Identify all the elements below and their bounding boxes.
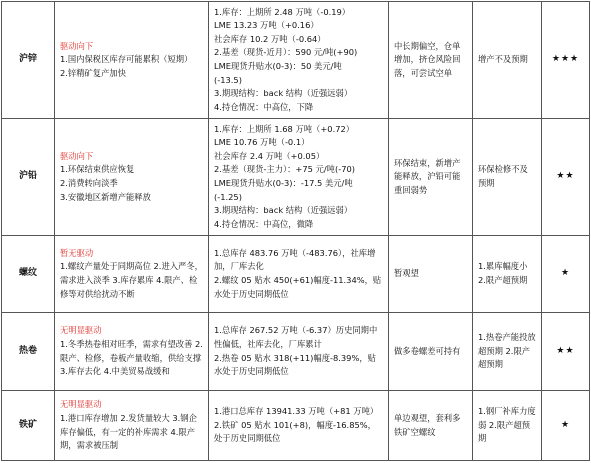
- data-cell: [209, 119, 389, 236]
- logic-line: 2.消费转向淡季: [60, 178, 118, 188]
- rating-stars: ★★: [542, 119, 590, 236]
- driver-label: 无明显驱动: [60, 325, 102, 336]
- risk-cell: 1.累库幅度小 2.限产超预期: [473, 236, 542, 313]
- data-line: 1.库存：上期所 1.68 万吨（+0.72）: [214, 123, 355, 134]
- data-cell: [209, 236, 389, 313]
- table-row: [2, 236, 590, 313]
- data-line: LME 10.76 万吨（-0.1）: [214, 137, 310, 148]
- driver-label: 暂无驱动: [60, 247, 94, 258]
- risk-cell: 环保检修不及预期: [473, 119, 542, 236]
- logic-line: 1.环保结束供应恢复: [60, 164, 135, 175]
- risk-cell: 1.钢厂补库力度弱 2.限产超预期: [473, 391, 542, 461]
- view-cell: 暂观望: [389, 236, 473, 313]
- view-cell: 中长期偏空，仓单增加，挤仓风险回落，可尝试空单: [389, 2, 473, 119]
- data-line: LME 13.23 万吨（+0.16）: [214, 20, 319, 31]
- data-line: 社会库存 10.2 万吨（-0.64）: [214, 33, 326, 44]
- logic-line: 1.港口库存增加 2.发货量较大 3.钢企库存偏低，有一定的补库需求 4.限产期，需求被压制: [60, 412, 197, 451]
- commodity-name: 沪锌: [2, 2, 55, 119]
- rating-stars: ★★: [542, 313, 590, 391]
- data-line: LME现货升贴水(0-3)：50 美元/吨: [214, 61, 342, 71]
- data-line: 1.港口总库存 13941.33 万吨（+81 万吨）: [214, 406, 379, 417]
- data-cell: [209, 313, 389, 391]
- logic-cell: [55, 313, 209, 391]
- driver-label: 驱动向下: [60, 150, 94, 161]
- data-line: 4.持仓情况：中高位，微降: [214, 218, 314, 229]
- data-line: 社会库存 2.4 万吨（+0.05）: [214, 150, 325, 161]
- data-line: 4.持仓情况：中高位，下降: [214, 101, 314, 112]
- risk-cell: 1.热卷产能投放超预期 2.限产超预期: [473, 313, 542, 391]
- logic-line: 1.冬季热卷相对旺季，需求有望改善 2.限产、检修，卷板产量收缩，供给支撑 3.库存去化 4.中美贸易战缓和: [60, 338, 203, 377]
- data-cell: [209, 391, 389, 461]
- table-body: [2, 2, 590, 461]
- driver-label: 驱动向下: [60, 40, 94, 51]
- logic-line: 1.国内保税区库存可能累积（短期）: [60, 54, 193, 65]
- data-line: 1.总库存 483.76 万吨（-483.76），社库增加，厂库去化: [214, 247, 376, 272]
- data-line: LME现货升贴水(0-3)：-17.5 美元/吨: [214, 178, 353, 188]
- table-row: [2, 119, 590, 236]
- table-row: [2, 313, 590, 391]
- rating-stars: ★★★: [542, 2, 590, 119]
- rating-stars: ★: [542, 236, 590, 313]
- logic-cell: [55, 236, 209, 313]
- logic-cell: [55, 2, 209, 119]
- data-line: (-13.5): [214, 74, 242, 85]
- logic-line: 1.螺纹产量处于同期高位 2.进入严冬，需求进入淡季 3.库存累库 4.限产、检修等对供给扰动不断: [60, 261, 203, 299]
- data-line: 3.期现结构：back 结构（近强远弱）: [214, 205, 353, 216]
- view-cell: 环保结束，新增产能释放，沪铅可能重回弱势: [389, 119, 473, 236]
- risk-cell: 增产不及预期: [473, 2, 542, 119]
- data-line: 1.总库存 267.52 万吨（-6.37）历史同期中性偏低，社库去化，厂库累计: [214, 325, 378, 349]
- data-line: 2.基差（现货-主力）：+75 元/吨(-70): [214, 164, 355, 175]
- logic-line: 3.安徽地区新增产能释放: [60, 191, 151, 202]
- data-line: 1.库存：上期所 2.48 万吨（-0.19）: [214, 6, 351, 17]
- commodity-name: 螺纹: [2, 236, 55, 313]
- view-cell: 做多卷螺差可持有: [389, 313, 473, 391]
- commodity-name: 热卷: [2, 313, 55, 391]
- view-cell: 单边观望，套利多铁矿空螺纹: [389, 391, 473, 461]
- commodity-name: 铁矿: [2, 391, 55, 461]
- data-cell: [209, 2, 389, 119]
- logic-cell: [55, 119, 209, 236]
- table-row: [2, 2, 590, 119]
- data-line: (-1.25): [214, 191, 242, 202]
- logic-line: 2.锌精矿复产加快: [60, 67, 126, 78]
- data-line: 2.基差（现货-近月）：590 元/吨(+90): [214, 47, 358, 58]
- data-line: 2.螺纹 05 贴水 450(+61)幅度-11.34%，贴水处于历史同期低位: [214, 275, 382, 299]
- data-line: 2.热卷 05 贴水 318(+11)幅度-8.39%，贴水处于历史同期低位: [214, 352, 376, 377]
- table-row: [2, 391, 590, 461]
- driver-label: 无明显驱动: [60, 399, 102, 410]
- commodity-name: 沪铅: [2, 119, 55, 236]
- commodity-table: [1, 1, 590, 461]
- rating-stars: ★: [542, 391, 590, 461]
- data-line: 2.铁矿 05 贴水 101(+8)，幅度-16.85%，处于历史同期低位: [214, 419, 376, 444]
- data-line: 3.期现结构：back 结构（近强远弱）: [214, 88, 353, 99]
- logic-cell: [55, 391, 209, 461]
